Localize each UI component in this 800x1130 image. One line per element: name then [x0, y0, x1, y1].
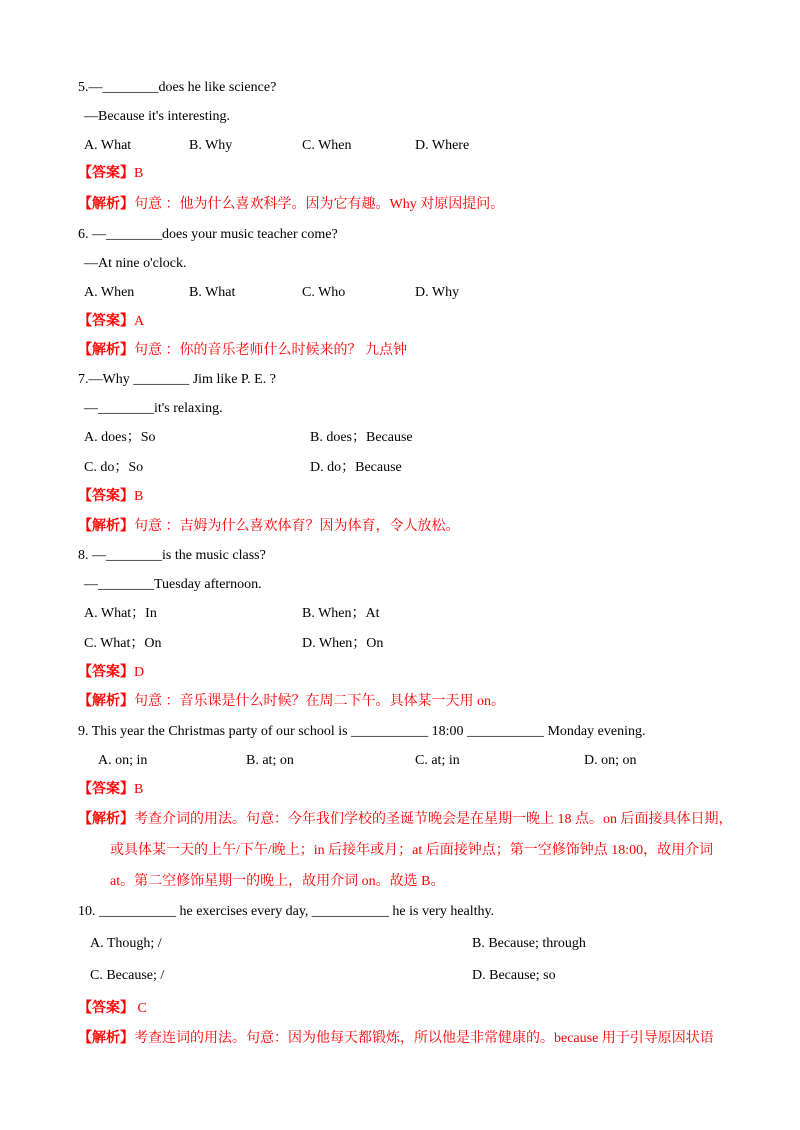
q7-analysis [78, 518, 460, 536]
q7-option-a: A. does；So [84, 430, 156, 445]
q9-analysis-line-1 [78, 811, 733, 829]
q5-stem: 5.—________does he like science? [78, 80, 277, 95]
answer-value: C [134, 1001, 147, 1016]
q8-stem: 8. —________is the music class? [78, 548, 266, 563]
q6-analysis [78, 342, 407, 360]
answer-tag: 【答案】 [78, 782, 134, 797]
analysis-tag: 【解析】 [78, 197, 134, 212]
q8-option-c: C. What；On [84, 636, 162, 651]
q6-option-d: D. Why [415, 285, 460, 300]
q5-analysis [78, 196, 504, 214]
analysis-text: 句意 ：你的音乐老师什么时候来的？ 九点钟 [134, 343, 407, 358]
analysis-text: 句意 ：他为什么喜欢科学。因为它有趣。Why 对原因提问。 [134, 197, 505, 212]
q9-option-c: C. at; in [415, 753, 460, 768]
q8-option-b: B. When；At [302, 606, 380, 621]
answer-tag: 【答案】 [78, 166, 134, 181]
analysis-text: 考查介词的用法。句意：今年我们学校的圣诞节晚会是在星期一晚上 18 点。on 后面接具体日期， [134, 812, 733, 827]
q10-option-c: C. Because; / [90, 968, 165, 983]
answer-value: B [134, 489, 144, 504]
answer-value: D [134, 665, 145, 680]
answer-tag: 【答案】 [78, 314, 134, 329]
q7-stem: 7.—Why ________ Jim like P. E. ? [78, 372, 276, 387]
analysis-tag: 【解析】 [78, 694, 134, 709]
q6-answer [78, 313, 144, 331]
q5-option-a: A. What [84, 138, 132, 153]
analysis-text: 句意 ：吉姆为什么喜欢体育？因为体育，令人放松。 [134, 519, 460, 534]
q6-reply: —At nine o'clock. [84, 256, 187, 271]
q7-option-d: D. do；Because [310, 460, 402, 475]
q7-option-b: B. does；Because [310, 430, 413, 445]
q6-stem: 6. —________does your music teacher come? [78, 227, 338, 242]
q10-analysis [78, 1030, 714, 1048]
q5-reply: —Because it's interesting. [84, 109, 230, 124]
q7-answer [78, 488, 143, 506]
q10-option-a: A. Though; / [90, 936, 162, 951]
analysis-tag: 【解析】 [78, 519, 134, 534]
analysis-tag: 【解析】 [78, 343, 134, 358]
q8-reply: —________Tuesday afternoon. [84, 577, 262, 592]
q9-option-d: D. on; on [584, 753, 637, 768]
q6-option-c: C. Who [302, 285, 346, 300]
q9-stem: 9. This year the Christmas party of our school is ___________ 18:00 ___________ Monday evening. [78, 724, 646, 739]
analysis-text: 考查连词的用法。句意：因为他每天都锻炼，所以他是非常健康的。because 用于引导原因状语 [134, 1031, 714, 1046]
q10-option-d: D. Because; so [472, 968, 556, 983]
analysis-tag: 【解析】 [78, 812, 134, 827]
q7-reply: —________it's relaxing. [84, 401, 223, 416]
q9-option-a: A. on; in [98, 753, 148, 768]
answer-value: A [134, 314, 145, 329]
q5-answer [78, 165, 143, 183]
q5-option-d: D. Where [415, 138, 470, 153]
q8-analysis [78, 693, 505, 711]
q5-option-b: B. Why [189, 138, 233, 153]
answer-tag: 【答案】 [78, 489, 134, 504]
q8-option-a: A. What；In [84, 606, 157, 621]
q9-option-b: B. at; on [246, 753, 294, 768]
q10-option-b: B. Because; through [472, 936, 586, 951]
q9-answer [78, 781, 143, 799]
q6-option-b: B. What [189, 285, 236, 300]
answer-tag: 【答案】 [78, 665, 134, 680]
q6-option-a: A. When [84, 285, 135, 300]
q8-answer [78, 664, 144, 682]
q10-stem: 10. ___________ he exercises every day, ___________ he is very healthy. [78, 904, 495, 919]
q9-analysis-line-2: 或具体某一天的上午/下午/晚上；in 后接年或月；at 后面接钟点；第一空修饰钟点 18:00，故用介词 [110, 843, 714, 858]
q5-option-c: C. When [302, 138, 352, 153]
answer-tag: 【答案】 [78, 1001, 134, 1016]
analysis-tag: 【解析】 [78, 1031, 134, 1046]
answer-value: B [134, 166, 144, 181]
answer-value: B [134, 782, 144, 797]
q8-option-d: D. When；On [302, 636, 384, 651]
analysis-text: 句意 ：音乐课是什么时候？在周二下午。具体某一天用 on。 [134, 694, 505, 709]
q7-option-c: C. do；So [84, 460, 144, 475]
q10-answer [78, 1000, 147, 1018]
q9-analysis-line-3: at。第二空修饰星期一的晚上，故用介词 on。故选 B。 [110, 874, 445, 889]
